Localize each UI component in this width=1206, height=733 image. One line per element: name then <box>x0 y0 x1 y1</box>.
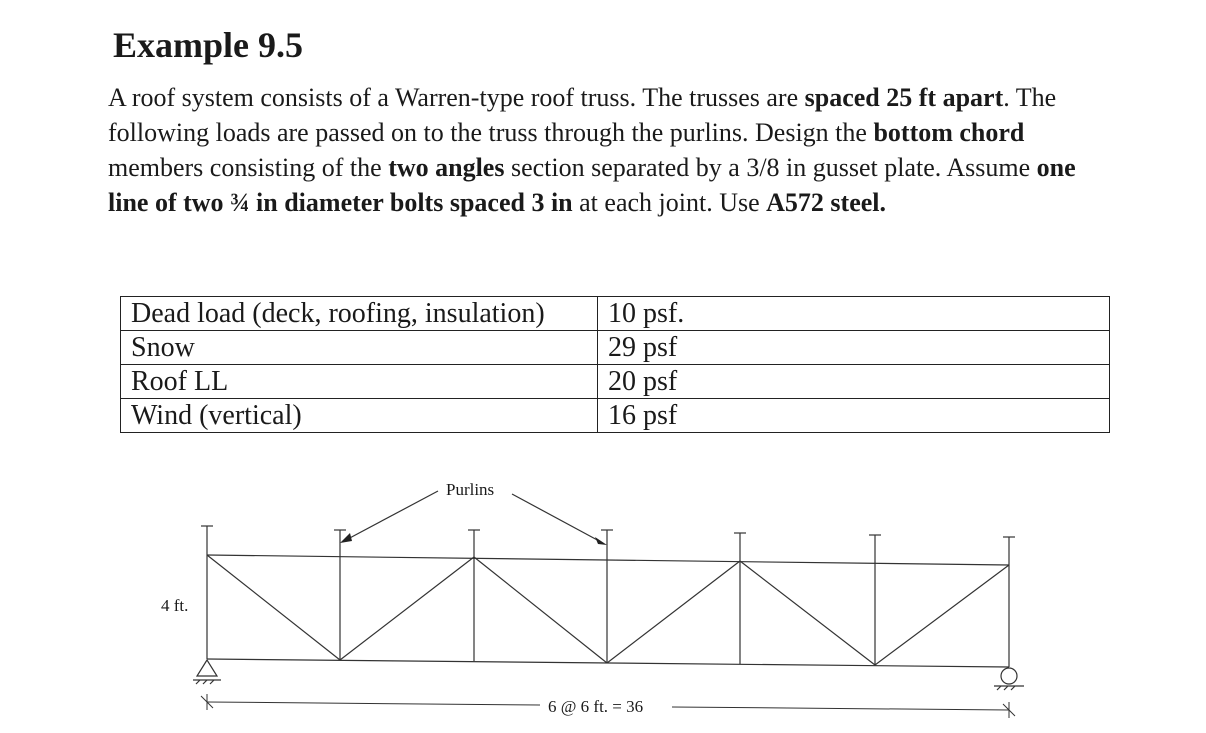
diagonal-member <box>607 561 740 663</box>
body-text: section separated by a 3/8 in gusset plate. Assume <box>504 153 1037 182</box>
truss-diagram <box>0 460 1206 733</box>
body-text: members consisting of the <box>108 153 389 182</box>
purlins-label: Purlins <box>446 480 495 499</box>
span-label: 6 @ 6 ft. = 36 <box>548 697 644 716</box>
emphasis-text: spaced 25 ft apart <box>804 83 1004 112</box>
example-title: Example 9.5 <box>113 25 304 65</box>
bottom-chord <box>207 659 1009 667</box>
emphasis-text: A572 steel. <box>766 188 886 217</box>
emphasis-text: one line of two ¾ in diameter bolts spaced 3 in <box>108 153 1076 217</box>
load-value: 10 psf. <box>598 297 1110 331</box>
load-value: 20 psf <box>598 365 1110 399</box>
diagonal-member <box>740 561 875 665</box>
loads-table <box>120 296 1110 433</box>
body-text: A roof system consists of a Warren-type roof truss. The trusses are <box>108 83 805 112</box>
dimension-line <box>207 702 540 705</box>
body-text: at each joint. Use <box>572 188 767 217</box>
emphasis-text: bottom chord <box>873 118 1025 147</box>
pin-support-icon <box>193 660 221 684</box>
problem-statement <box>108 80 1098 220</box>
dimension-line <box>672 707 1009 710</box>
diagonal-member <box>875 565 1009 665</box>
roller-support-icon <box>994 668 1024 690</box>
load-name: Wind (vertical) <box>121 399 598 433</box>
load-value: 16 psf <box>598 399 1110 433</box>
load-value: 29 psf <box>598 331 1110 365</box>
diagonal-member <box>207 555 340 660</box>
diagonal-member <box>474 557 607 663</box>
diagonal-member <box>340 557 474 660</box>
load-name: Roof LL <box>121 365 598 399</box>
load-name: Snow <box>121 331 598 365</box>
emphasis-text: two angles <box>388 153 505 182</box>
arrow-icon <box>340 533 352 543</box>
table-row <box>121 399 1110 433</box>
height-label: 4 ft. <box>161 596 189 615</box>
table-row <box>121 331 1110 365</box>
table-row <box>121 297 1110 331</box>
body-text: . The following loads are passed on to the truss through the purlins. Design the <box>108 83 1057 147</box>
top-chord <box>207 555 1009 565</box>
arrow-icon <box>595 537 607 545</box>
load-name: Dead load (deck, roofing, insulation) <box>121 297 598 331</box>
table-row <box>121 365 1110 399</box>
